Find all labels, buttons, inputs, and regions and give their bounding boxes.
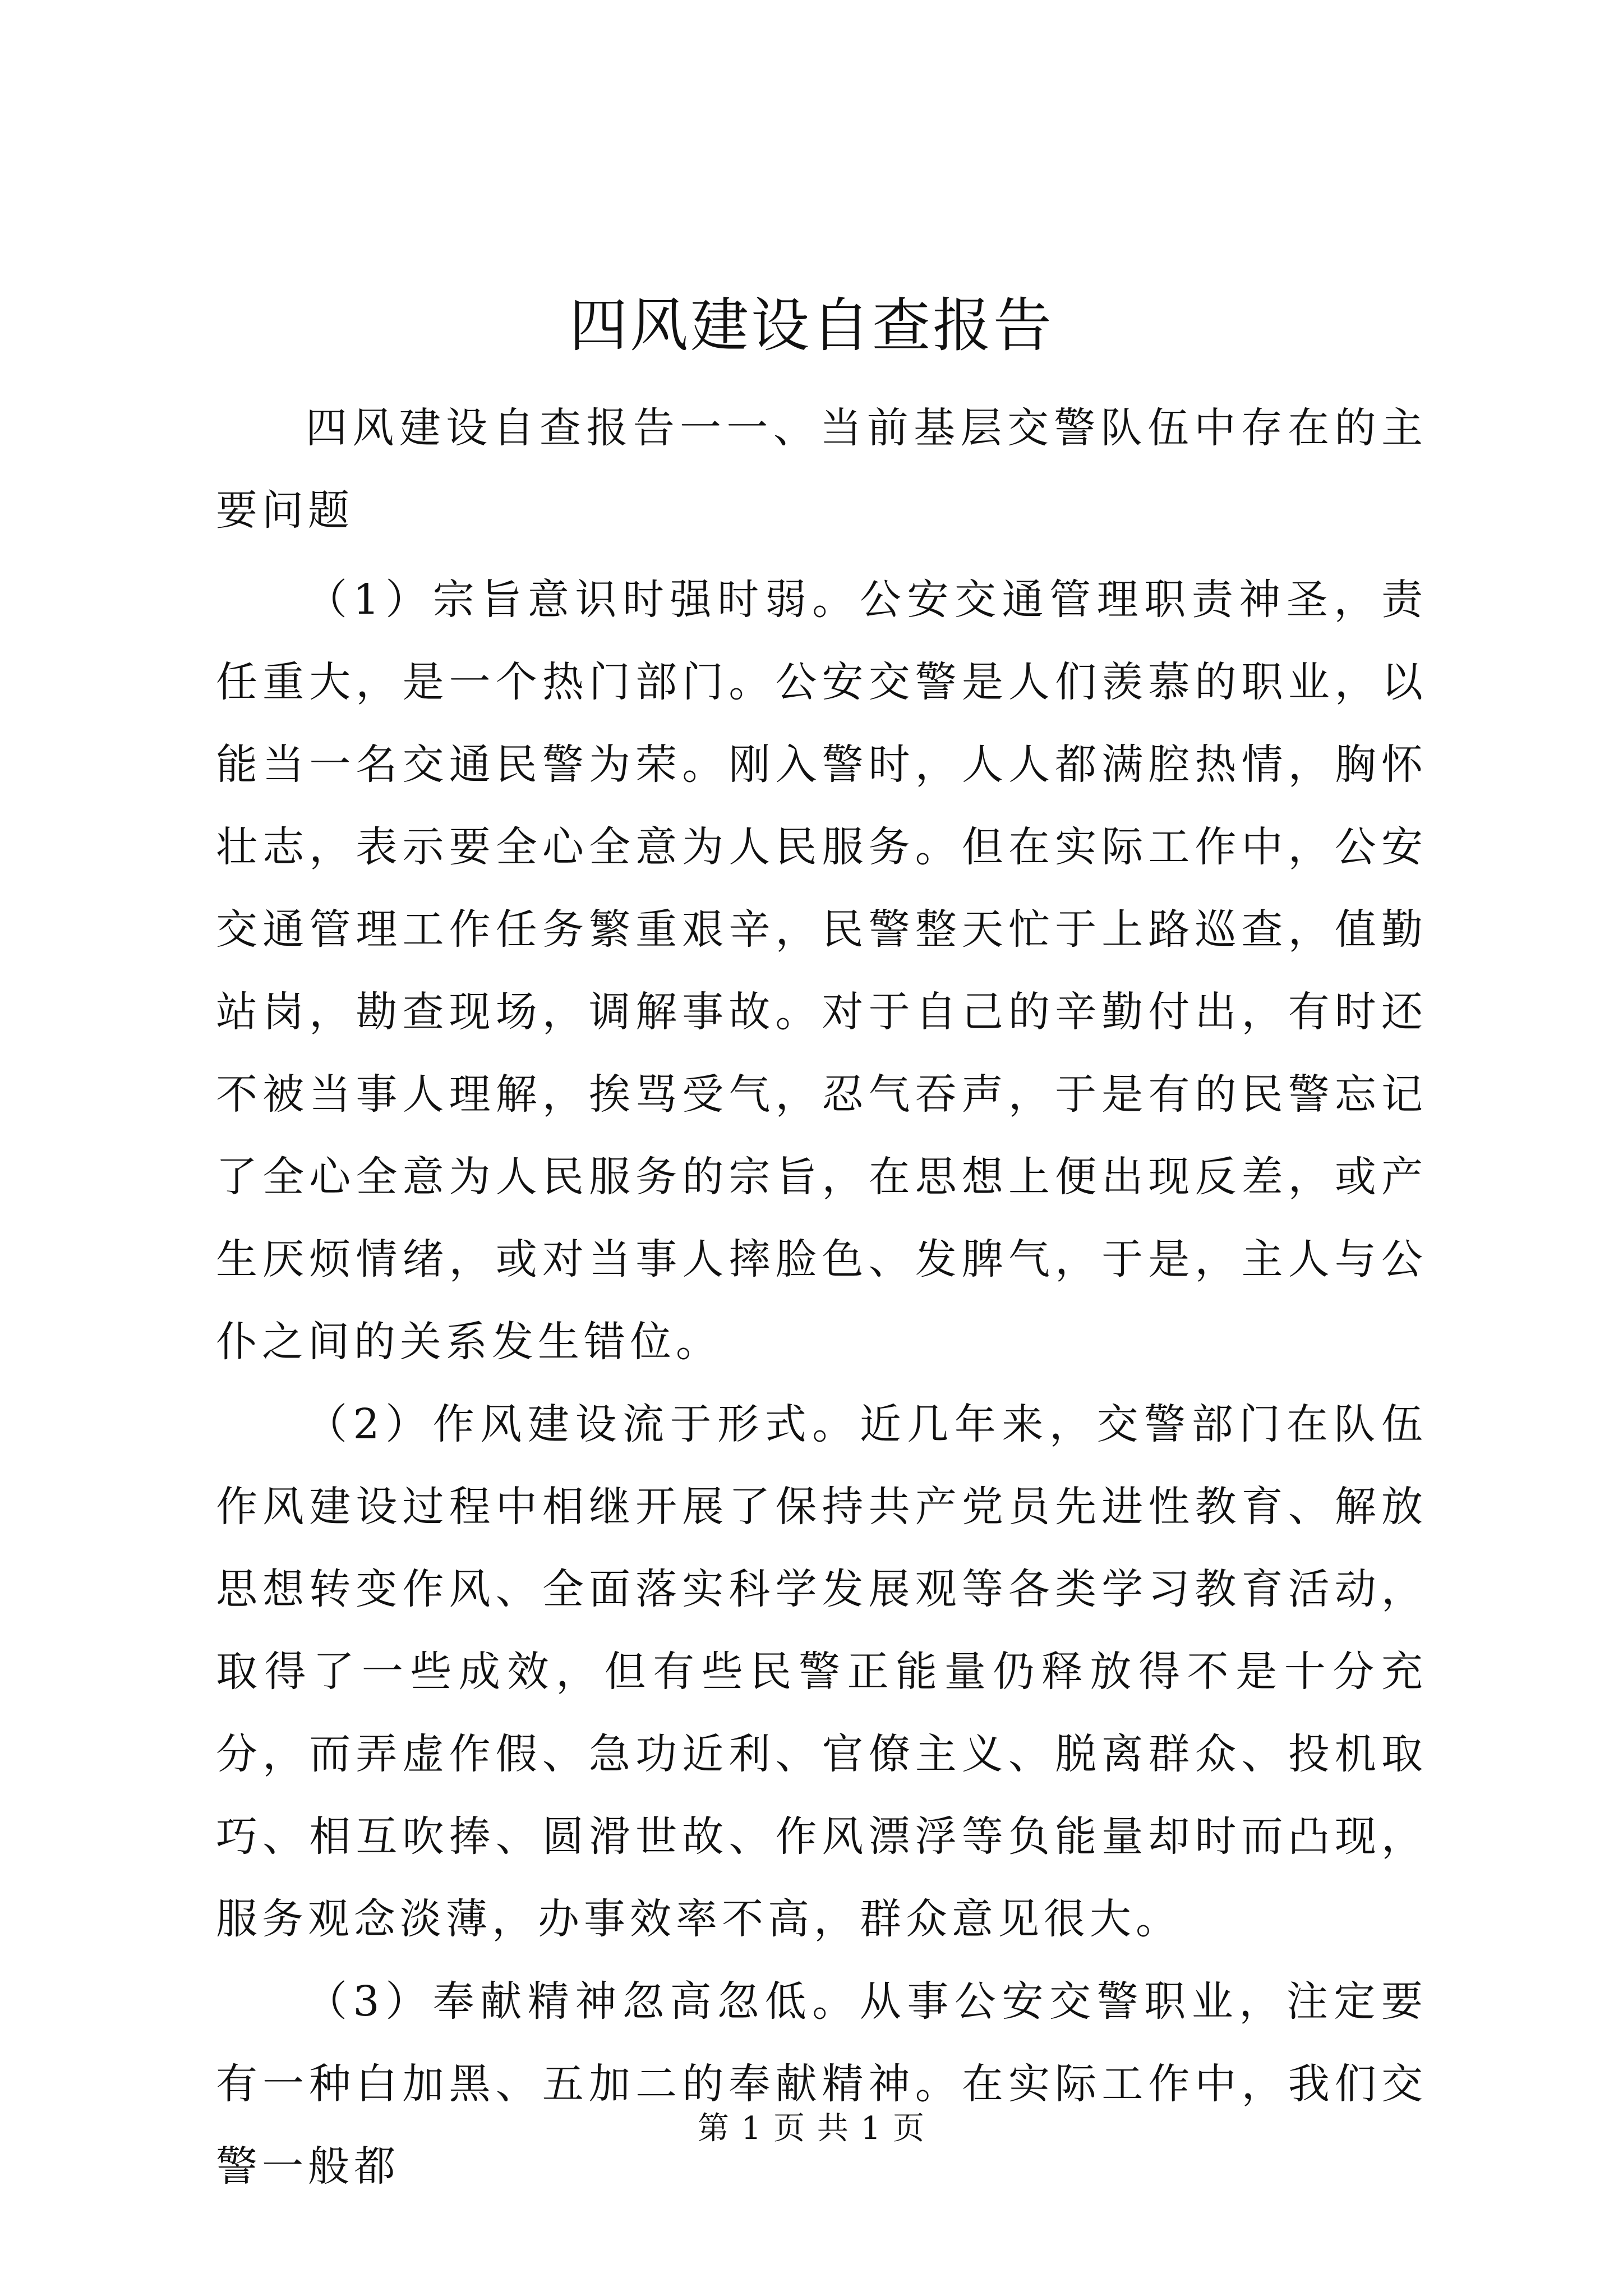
- page-number-footer: 第 1 页 共 1 页: [697, 2110, 926, 2147]
- paragraph-1: （1）宗旨意识时强时弱。公安交通管理职责神圣，责任重大，是一个热门部门。公安交警是人们羡慕的职业，以能当一名交通民警为荣。刚入警时，人人都满腔热情，胸怀壮志，表示要全心全意为人民服务。但在实际工作中，公安交通管理工作任务繁重艰辛，民警整天忙于上路巡查，值勤站岗，勘查现场，调解事故。对于自己的辛勤付出，有时还不被当事人理解，挨骂受气，忍气吞声，于是有的民警忘记了全心全意为人民服务的宗旨，在思想上便出现反差，或产生厌烦情绪，或对当事人摔脸色、发脾气，于是，主人与公仆之间的关系发生错位。: [216, 576, 1427, 1366]
- document-body: [216, 387, 1427, 2208]
- paragraph-intro: 四风建设自查报告一一、当前基层交警队伍中存在的主要问题: [216, 404, 1427, 535]
- paragraph-2: （2）作风建设流于形式。近几年来，交警部门在队伍作风建设过程中相继开展了保持共产党员先进性教育、解放思想转变作风、全面落实科学发展观等各类学习教育活动，取得了一些成效，但有些民警正能量仍释放得不是十分充分，而弄虚作假、急功近利、官僚主义、脱离群众、投机取巧、相互吹捧、圆滑世故、作风漂浮等负能量却时而凸现，服务观念淡薄，办事效率不高，群众意见很大。: [216, 1400, 1427, 1943]
- document-title: 四风建设自查报告: [569, 291, 1054, 360]
- paragraph-3: （3）奉献精神忽高忽低。从事公安交警职业，注定要有一种白加黑、五加二的奉献精神。在实际工作中，我们交警一般都: [216, 1977, 1427, 2191]
